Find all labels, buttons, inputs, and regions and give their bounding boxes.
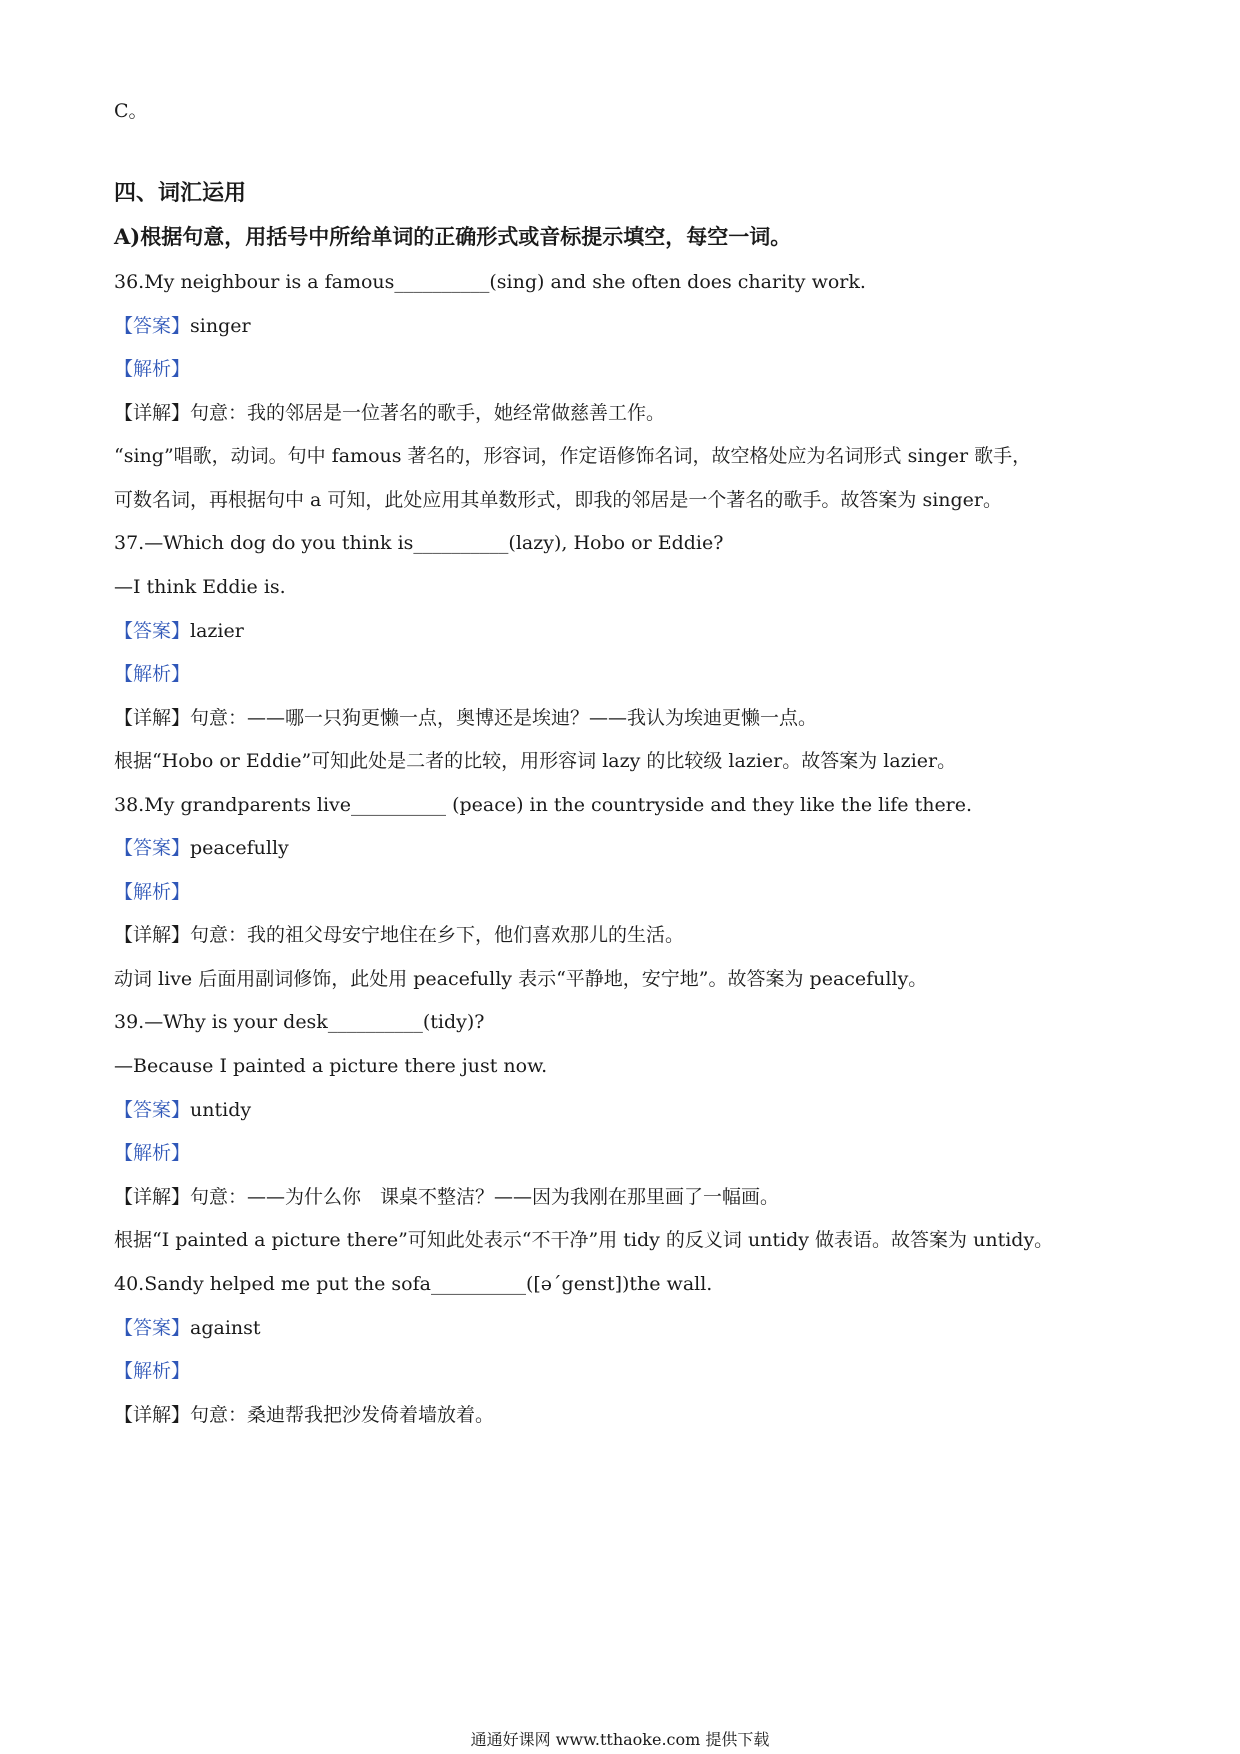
line-text: 可数名词，再根据句中 a 可知，此处应用其单数形式，即我的邻居是一个著名的歌手。故答案为 singer。 [114, 489, 1003, 511]
section-title [114, 180, 1140, 206]
detail-tag: 【详解】 [114, 924, 191, 946]
detail-37 [114, 705, 1140, 731]
analysis-39 [114, 1140, 1140, 1166]
analysis-38 [114, 879, 1140, 905]
line-text: 39.—Why is your desk__________(tidy)? [114, 1011, 485, 1033]
line-text: 40.Sandy helped me put the sofa__________([əˊgenst])the wall. [114, 1273, 713, 1295]
page-footer: 通通好课网 www.tthaoke.com 提供下载 [470, 1730, 770, 1749]
answer-36 [114, 313, 1140, 339]
answer-tag: 【答案】 [114, 1317, 191, 1339]
analysis-40 [114, 1358, 1140, 1384]
detail-tag: 【详解】 [114, 1186, 191, 1208]
question-39 [114, 1009, 1140, 1035]
analysis-tag: 【解析】 [114, 1142, 191, 1164]
line-text: C。 [114, 100, 148, 122]
line-text: 句意：我的祖父母安宁地住在乡下，他们喜欢那儿的生活。 [190, 924, 685, 946]
detail-tag: 【详解】 [114, 1404, 191, 1426]
instruction [114, 224, 1140, 250]
line-text: 动词 live 后面用副词修饰，此处用 peacefully 表示“平静地，安宁地”。故答案为 peacefully。 [114, 968, 928, 990]
line-text: 句意：我的邻居是一位著名的歌手，她经常做慈善工作。 [190, 402, 666, 424]
line-text: 36.My neighbour is a famous__________(sing) and she often does charity work. [114, 271, 866, 293]
detail-tag: 【详解】 [114, 707, 191, 729]
question-36 [114, 269, 1140, 295]
line-text: A)根据句意，用括号中所给单词的正确形式或音标提示填空，每空一词。 [114, 224, 792, 249]
line-text: —I think Eddie is. [114, 576, 286, 598]
line-text: —Because I painted a picture there just now. [114, 1055, 548, 1077]
answer-tag: 【答案】 [114, 315, 191, 337]
explanation-39 [114, 1227, 1140, 1253]
line-text: 句意：桑迪帮我把沙发倚着墙放着。 [190, 1404, 495, 1426]
answer-tag: 【答案】 [114, 837, 191, 859]
answer-tag: 【答案】 [114, 1099, 191, 1121]
line-text: “sing”唱歌，动词。句中 famous 著名的，形容词，作定语修饰名词，故空格处应为名词形式 singer 歌手， [114, 445, 1032, 467]
detail-40 [114, 1402, 1140, 1428]
explanation-36a [114, 443, 1140, 469]
answer-fragment [114, 98, 1140, 124]
line-text: 38.My grandparents live__________ (peace) in the countryside and they like the life there. [114, 794, 973, 816]
line-text: singer [190, 315, 251, 337]
answer-40 [114, 1315, 1140, 1341]
line-text: 37.—Which dog do you think is__________(lazy), Hobo or Eddie? [114, 532, 724, 554]
detail-tag: 【详解】 [114, 402, 191, 424]
line-text: 句意：——哪一只狗更懒一点，奥博还是埃迪？——我认为埃迪更懒一点。 [190, 707, 818, 729]
analysis-tag: 【解析】 [114, 881, 191, 903]
question-40 [114, 1271, 1140, 1297]
line-text: 句意：——为什么你 课桌不整洁？——因为我刚在那里画了一幅画。 [190, 1186, 780, 1208]
analysis-tag: 【解析】 [114, 358, 191, 380]
question-38 [114, 792, 1140, 818]
explanation-38 [114, 966, 1140, 992]
analysis-36 [114, 356, 1140, 382]
line-text: peacefully [190, 837, 289, 859]
question-39-reply [114, 1053, 1140, 1079]
detail-39 [114, 1184, 1140, 1210]
explanation-36b [114, 487, 1140, 513]
explanation-37 [114, 748, 1140, 774]
line-text: 根据“I painted a picture there”可知此处表示“不干净”用 tidy 的反义词 untidy 做表语。故答案为 untidy。 [114, 1229, 1054, 1251]
line-text: untidy [190, 1099, 252, 1121]
line-text: 四、词汇运用 [114, 180, 247, 206]
line-text: against [190, 1317, 261, 1339]
analysis-tag: 【解析】 [114, 663, 191, 685]
analysis-37 [114, 661, 1140, 687]
answer-37 [114, 618, 1140, 644]
question-37-reply [114, 574, 1140, 600]
detail-38 [114, 922, 1140, 948]
analysis-tag: 【解析】 [114, 1360, 191, 1382]
answer-38 [114, 835, 1140, 861]
question-37 [114, 530, 1140, 556]
answer-tag: 【答案】 [114, 620, 191, 642]
line-text: lazier [190, 620, 244, 642]
line-text: 根据“Hobo or Eddie”可知此处是二者的比较，用形容词 lazy 的比较级 lazier。故答案为 lazier。 [114, 750, 957, 772]
answer-39 [114, 1097, 1140, 1123]
detail-36 [114, 400, 1140, 426]
